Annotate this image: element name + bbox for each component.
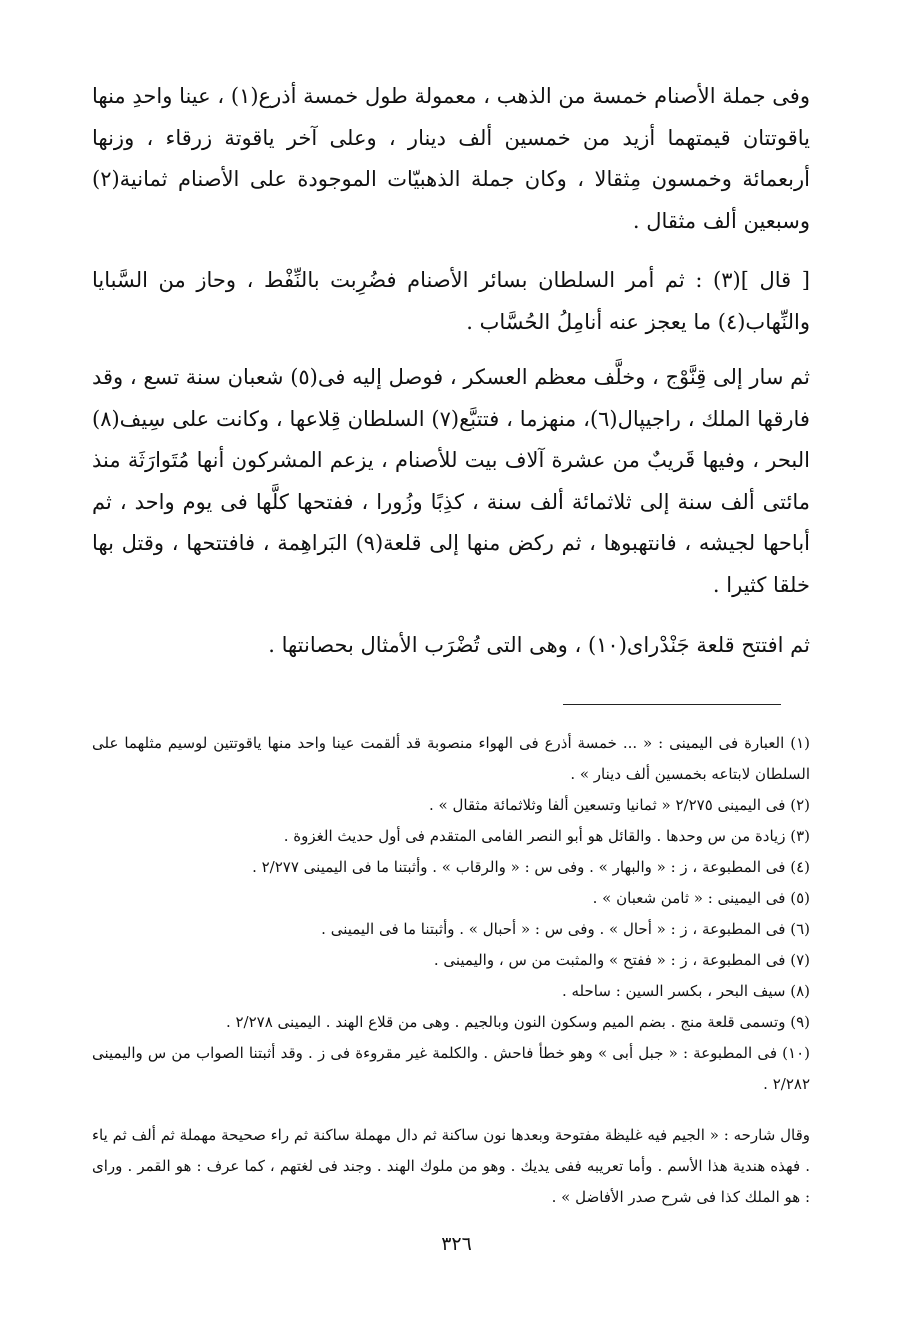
footnote-divider [563, 704, 781, 705]
main-paragraph: ثم افتتح قلعة جَنْدْراى(١٠) ، وهى التى تُضْرَب الأمثال بحصانتها . [268, 633, 810, 657]
footnote: (٣) زيادة من س وحدها . والقائل هو أبو النصر الفامى المتقدم فى أول حديث الغزوة . [283, 827, 810, 845]
footnote: (٤) فى المطبوعة ، ز : « والبهار » . وفى س : « والرقاب » . وأثبتنا ما فى اليمينى ٢/٢٧٧ . [252, 858, 810, 876]
footnote: (٧) فى المطبوعة ، ز : « ففتح » والمثبت من س ، واليمينى . [433, 951, 810, 969]
footnote: (٦) فى المطبوعة ، ز : « أحال » . وفى س : « أحبال » . وأثبتنا ما فى اليمينى . [321, 920, 810, 938]
main-paragraph: [ قال ](٣) : ثم أمر السلطان بسائر الأصنام فضُرِبت بالنِّفْط ، وحاز من السَّبايا والنِّهاب(٤) ما يعجز عنه أنامِلُ الحُسَّاب . [92, 268, 810, 334]
page-number: ٣٢٦ [441, 1233, 472, 1255]
footnote: (١) العبارة فى اليمينى : « ... خمسة أذرع فى الهواء منصوبة قد ألقمت عينا واحد منها ياقوتتين لوسيم مثلهما على السلطان لابتاعه بخمسين ألف دينار » . [92, 734, 810, 783]
footnote: (٥) فى اليمينى : « ثامن شعبان » . [592, 889, 810, 907]
footnote: (٨) سيف البحر ، بكسر السين : ساحله . [561, 982, 810, 1000]
footnote: (٢) فى اليمينى ٢/٢٧٥ « ثمانيا وتسعين ألفا وثلاثمائة مثقال » . [429, 796, 810, 814]
footnotes-list [92, 728, 810, 1100]
footnote: (٩) وتسمى قلعة منج . بضم الميم وسكون النون وبالجيم . وهى من قلاع الهند . اليمينى ٢/٢٧٨ . [225, 1013, 810, 1031]
footnote: (١٠) فى المطبوعة : « جبل أبى » وهو خطأ فاحش . والكلمة غير مقروءة فى ز . وقد أثبتنا الصواب من س واليمينى ٢/٢٨٢ . [92, 1044, 810, 1093]
main-paragraph: وفى جملة الأصنام خمسة من الذهب ، معمولة طول خمسة أذرع(١) ، عينا واحدِ منها ياقوتتان قيمتهما أزيد من خمسين ألف دينار ، وعلى آخر ياقوتة زرقاء ، وزنها أربعمائة وخمسون مِثقالا ، وكان جملة الذهبيّات الموجودة على الأصنام ثمانية(٢) وسبعين ألف مثقال . [92, 84, 810, 233]
commentary-note: وقال شارحه : « الجيم فيه غليظة مفتوحة وبعدها نون ساكنة ثم دال مهملة ساكنة ثم راء صحيحة مهملة ثم ألف ثم ياء . فهذه هندية هذا الأسم . وأما تعريبه ففى يديك . وهو من ملوك الهند . وجند فى لغتهم ، كما عرف : هو القمر . وراى : هو الملك كذا فى شرح صدر الأفاضل » . [92, 1126, 810, 1206]
main-paragraph: ثم سار إلى قِنَّوْج ، وخلَّف معظم العسكر ، فوصل إليه فى(٥) شعبان سنة تسع ، وقد فارقها الملك ، راجيپال(٦)، منهزما ، فتتبَّع(٧) السلطان قِلاعها ، وكانت على سِيف(٨) البحر ، وفيها قَريبٌ من عشرة آلاف بيت للأصنام ، يزعم المشركون أنها مُتَوارَثَة منذ مائتى ألف سنة إلى ثلاثمائة ألف سنة ، كذِبًا وزُورا ، ففتحها كلَّها فى يوم واحد ، ثم أباحها لجيشه ، فانتهبوها ، ثم ركض منها إلى قلعة(٩) البَراهِمة ، فافتتحها ، وقتل بها خلقا كثيرا . [92, 365, 810, 597]
